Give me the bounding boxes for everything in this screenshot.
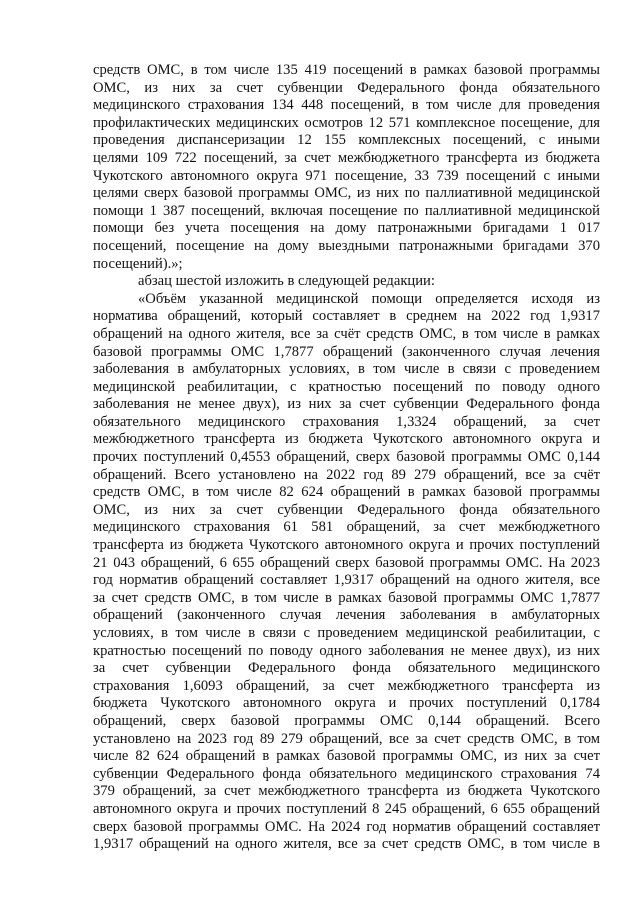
text-line: условиях, в том числе в связи с проведением медицинской реабилитации, с <box>93 625 600 641</box>
text-line: установлено на 2023 год 89 279 обращений, все за счет средств ОМС, в том <box>93 730 600 747</box>
text-line: помощи без учета посещения на дому патронажными бригадами 1 017 <box>93 220 600 237</box>
text-line: автономного округа и прочих поступлений 8 245 обращений, 6 655 обращений <box>93 800 600 817</box>
text-line: 1,9317 обращений на одного жителя, все за счет средств ОМС, в том числе в <box>93 836 600 853</box>
text-line: обращений на одного жителя, все за счёт средств ОМС, в том числе в рамках <box>93 325 600 342</box>
text-line: заболевания в амбулаторных условиях, в том числе в связи с проведением <box>93 361 600 378</box>
text-line: страхования 1,6093 обращений, за счет межбюджетного трансферта из <box>93 677 600 694</box>
text-line: помощи 1 387 посещений, включая посещение по паллиативной медицинской <box>93 202 600 219</box>
text-line: год норматив обращений составляет 1,9317 обращений на одного жителя, все <box>93 572 600 589</box>
text-line: посещений, посещение на дому выездными патронажными бригадами 370 <box>93 237 600 254</box>
text-line: «Объём указанной медицинской помощи определяется исходя из <box>138 290 600 307</box>
text-line: средств ОМС, в том числе 82 624 обращений в рамках базовой программы <box>93 484 600 501</box>
text-line: ОМС, из них за счет субвенции Федерального фонда обязательного <box>93 501 600 518</box>
text-line: ОМС, из них за счет субвенции Федерального фонда обязательного <box>93 79 600 96</box>
text-line: за счет субвенции Федерального фонда обязательного медицинского <box>93 660 600 677</box>
text-line: целями сверх базовой программы ОМС, из них по паллиативной медицинской <box>93 185 600 202</box>
text-line: медицинской реабилитации, с кратностью посещений по поводу одного <box>93 378 600 395</box>
text-line: средств ОМС, в том числе 135 419 посещений в рамках базовой программы <box>93 62 600 78</box>
text-line: 21 043 обращений, 6 655 обращений сверх базовой программы ОМС. На 2023 <box>93 554 600 571</box>
text-line: числе 82 624 обращений в рамках базовой программы ОМС, из них за счет <box>93 748 600 765</box>
text-line: абзац шестой изложить в следующей редакции: <box>138 273 435 290</box>
text-line: субвенции Федерального фонда обязательного медицинского страхования 74 <box>93 765 600 782</box>
text-line: сверх базовой программы ОМС. На 2024 год норматив обращений составляет <box>93 818 600 835</box>
text-line: медицинского страхования 134 448 посещений, в том числе для проведения <box>93 97 600 114</box>
text-line: обращений, сверх базовой программы ОМС 0,144 обращений. Всего <box>93 712 600 729</box>
text-line: 379 обращений, за счет межбюджетного трансферта из бюджета Чукотского <box>93 783 600 800</box>
text-line: прочих поступлений 0,4553 обращений, сверх базовой программы ОМС 0,144 <box>93 449 600 466</box>
text-line: проведения диспансеризации 12 155 комплексных посещений, с иными <box>93 132 600 149</box>
text-line: медицинского страхования 61 581 обращений, за счет межбюджетного <box>93 519 600 536</box>
text-line: Чукотского автономного округа 971 посещение, 33 739 посещений с иными <box>93 167 600 184</box>
text-line: посещений).»; <box>93 255 183 272</box>
text-line: кратностью посещений по поводу одного заболевания не менее двух), из них <box>93 642 600 659</box>
text-line: трансферта из бюджета Чукотского автономного округа и прочих поступлений <box>93 537 600 554</box>
text-line: профилактических медицинских осмотров 12 571 комплексное посещение, для <box>93 114 600 131</box>
text-line: бюджета Чукотского автономного округа и прочих поступлений 0,1784 <box>93 695 600 712</box>
text-line: межбюджетного трансферта из бюджета Чукотского автономного округа и <box>93 431 600 448</box>
text-line: заболевания не менее двух), из них за счет субвенции Федерального фонда <box>93 396 600 413</box>
document-body <box>93 62 600 854</box>
text-line: обращений (законченного случая лечения заболевания в амбулаторных <box>93 607 600 624</box>
text-line: обращений. Всего установлено на 2022 год 89 279 обращений, все за счёт <box>93 466 600 483</box>
text-line: целями 109 722 посещений, за счет межбюджетного трансферта из бюджета <box>93 149 600 166</box>
text-line: норматива обращений, который составляет в среднем на 2022 год 1,9317 <box>93 308 600 325</box>
text-line: за счет средств ОМС, в том числе в рамках базовой программы ОМС 1,7877 <box>93 589 600 606</box>
text-line: базовой программы ОМС 1,7877 обращений (законченного случая лечения <box>93 343 600 360</box>
text-line: обязательного медицинского страхования 1,3324 обращений, за счет <box>93 413 600 430</box>
